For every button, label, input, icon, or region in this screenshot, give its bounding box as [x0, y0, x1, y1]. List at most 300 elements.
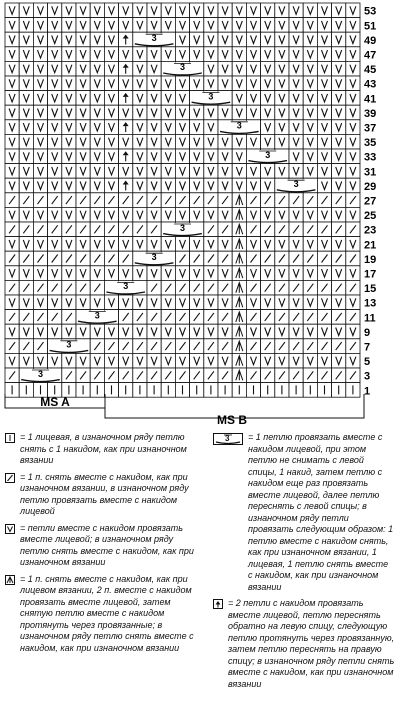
cluster-mark [134, 33, 175, 46]
chart-cell [147, 324, 161, 339]
knit-symbol-icon [5, 433, 15, 443]
chart-cell [246, 310, 260, 325]
chart-cell [346, 178, 360, 193]
chart-cell [119, 266, 133, 281]
cluster-number: 3 [151, 32, 157, 43]
chart-cell [19, 76, 33, 91]
chart-cell [261, 61, 275, 76]
chart-cell [161, 295, 175, 310]
chart-cell [33, 193, 47, 208]
chart-cell [90, 105, 104, 120]
chart-cell [261, 178, 275, 193]
chart-cell [33, 178, 47, 193]
chart-cell [246, 295, 260, 310]
chart-cell [175, 149, 189, 164]
row-number: 19 [364, 253, 377, 266]
chart-cell [19, 32, 33, 47]
chart-cell [261, 280, 275, 295]
cluster-mark [77, 310, 118, 323]
chart-cell [90, 3, 104, 18]
chart-cell [204, 368, 218, 383]
chart-cell [104, 178, 118, 193]
chart-cell [175, 324, 189, 339]
chart-cell [119, 61, 133, 76]
chart-cell [190, 3, 204, 18]
chart-cell [90, 91, 104, 106]
chart-cell [133, 207, 147, 222]
chart-cell [275, 324, 289, 339]
chart-cell [289, 76, 303, 91]
chart-cell [190, 164, 204, 179]
chart-cell [246, 178, 260, 193]
chart-cell [232, 383, 246, 398]
chart-cell [346, 251, 360, 266]
row-number: 49 [364, 34, 377, 47]
chart-cell [289, 207, 303, 222]
row-number: 17 [364, 268, 377, 281]
chart-cell [190, 280, 204, 295]
chart-cell [90, 368, 104, 383]
chart-cell [303, 149, 317, 164]
chart-cell [190, 193, 204, 208]
chart-cell [161, 266, 175, 281]
legend-item-knit [5, 432, 195, 467]
chart-cell [346, 280, 360, 295]
chart-cell [175, 193, 189, 208]
chart-cell [147, 280, 161, 295]
chart-cell [289, 18, 303, 33]
chart-cell [90, 61, 104, 76]
chart-cell [190, 149, 204, 164]
chart-cell [346, 266, 360, 281]
chart-cell [317, 18, 331, 33]
chart-cell [104, 76, 118, 91]
row-number: 7 [364, 341, 371, 354]
cluster-number: 3 [66, 339, 72, 350]
chart-cell [19, 310, 33, 325]
chart-cell [5, 237, 19, 252]
chart-cell [246, 368, 260, 383]
chart-grid [5, 3, 360, 397]
chart-cell [19, 149, 33, 164]
chart-cell [232, 32, 246, 47]
chart-cell [161, 76, 175, 91]
chart-cell [289, 149, 303, 164]
chart-cell [76, 324, 90, 339]
chart-cell [175, 280, 189, 295]
chart-cell [19, 105, 33, 120]
chart-cell [33, 310, 47, 325]
chart-cell [317, 207, 331, 222]
chart-cell [90, 18, 104, 33]
chart-cell [289, 47, 303, 62]
chart-cell [104, 237, 118, 252]
chart-cell [218, 32, 232, 47]
chart-cell [218, 310, 232, 325]
chart-cell [204, 295, 218, 310]
chart-cell [76, 251, 90, 266]
cluster-mark [276, 179, 317, 192]
chart-cell [232, 149, 246, 164]
legend-left-column [5, 432, 195, 659]
chart-cell [261, 339, 275, 354]
chart-cell [104, 193, 118, 208]
chart-cell [104, 251, 118, 266]
chart-cell [133, 237, 147, 252]
chart-cell [246, 207, 260, 222]
cluster-mark [105, 281, 146, 294]
chart-cell [147, 295, 161, 310]
chart-cell [62, 3, 76, 18]
chart-cell [119, 149, 133, 164]
chart-cell [246, 251, 260, 266]
chart-cell [303, 310, 317, 325]
chart-cell [218, 280, 232, 295]
chart-cell [119, 164, 133, 179]
chart-cell [175, 76, 189, 91]
chart-cell [346, 76, 360, 91]
chart-cell [175, 105, 189, 120]
cluster-mark [162, 62, 203, 75]
chart-cell [261, 47, 275, 62]
chart-cell [48, 193, 62, 208]
chart-cell [289, 105, 303, 120]
row-number: 53 [364, 5, 377, 18]
chart-cell [161, 178, 175, 193]
chart-cell [62, 91, 76, 106]
chart-cell [218, 3, 232, 18]
chart-cell [232, 18, 246, 33]
chart-cell [19, 193, 33, 208]
chart-cell [119, 324, 133, 339]
chart-cell [246, 32, 260, 47]
chart-cell [261, 105, 275, 120]
chart-cell [19, 324, 33, 339]
chart-cell [289, 222, 303, 237]
cluster-mark [49, 340, 90, 353]
chart-cell [204, 237, 218, 252]
chart-cell [175, 91, 189, 106]
chart-cell [19, 164, 33, 179]
chart-cell [275, 207, 289, 222]
chart-cell [261, 222, 275, 237]
chart-cell [33, 207, 47, 222]
chart-cell [62, 353, 76, 368]
chart-cell [303, 76, 317, 91]
chart-cell [218, 368, 232, 383]
chart-cell [48, 237, 62, 252]
chart-cell [161, 193, 175, 208]
chart-cell [246, 18, 260, 33]
chart-cell [204, 105, 218, 120]
chart-cell [246, 383, 260, 398]
chart-cell [133, 266, 147, 281]
chart-cell [76, 368, 90, 383]
chart-cell [147, 193, 161, 208]
double-decrease-symbol-icon [5, 575, 15, 585]
chart-cell [76, 3, 90, 18]
chart-cell [204, 324, 218, 339]
chart-cell [48, 295, 62, 310]
chart-cell [204, 266, 218, 281]
chart-cell [232, 295, 246, 310]
chart-cell [275, 61, 289, 76]
chart-cell [161, 134, 175, 149]
row-number: 5 [364, 356, 371, 369]
chart-cell [147, 91, 161, 106]
legend-knit-text: = 1 лицевая, в изнаночном ряду петлю снять с 1 накидом, как при изнаночном вязании [20, 432, 187, 465]
chart-cell [19, 266, 33, 281]
chart-cell [317, 91, 331, 106]
chart-cell [5, 3, 19, 18]
chart-cell [275, 3, 289, 18]
chart-cell [346, 120, 360, 135]
chart-cell [5, 207, 19, 222]
chart-cell [104, 91, 118, 106]
chart-cell [147, 61, 161, 76]
chart-cell [346, 18, 360, 33]
chart-cell [346, 222, 360, 237]
chart-cell [261, 353, 275, 368]
chart-cell [19, 280, 33, 295]
chart-cell [48, 207, 62, 222]
chart-cell [62, 193, 76, 208]
chart-cell [317, 193, 331, 208]
chart-cell [346, 164, 360, 179]
chart-cell [104, 383, 118, 398]
chart-cell [48, 310, 62, 325]
chart-cell [62, 76, 76, 91]
chart-cell [317, 280, 331, 295]
chart-cell [33, 295, 47, 310]
chart-cell [261, 3, 275, 18]
row-number: 9 [364, 326, 371, 339]
chart-cell [190, 339, 204, 354]
chart-cell [218, 324, 232, 339]
chart-cell [62, 368, 76, 383]
chart-cell [346, 149, 360, 164]
chart-cell [275, 76, 289, 91]
chart-cell [204, 3, 218, 18]
chart-cell [317, 149, 331, 164]
chart-cell [289, 280, 303, 295]
chart-cell [133, 193, 147, 208]
chart-cell [119, 193, 133, 208]
chart-cell [119, 295, 133, 310]
cluster-number: 3 [151, 251, 157, 262]
chart-cell [303, 105, 317, 120]
chart-cell [5, 266, 19, 281]
chart-cell [133, 149, 147, 164]
chart-cell [218, 339, 232, 354]
row-number: 23 [364, 224, 377, 237]
chart-cell [175, 18, 189, 33]
chart-cell [104, 324, 118, 339]
chart-cell [289, 295, 303, 310]
chart-cell [5, 32, 19, 47]
chart-cell [119, 310, 133, 325]
chart-cell [332, 353, 346, 368]
chart-cell [332, 295, 346, 310]
chart-cell [90, 207, 104, 222]
chart-cell [19, 18, 33, 33]
chart-cell [346, 353, 360, 368]
chart-cell [62, 32, 76, 47]
chart-cell [133, 222, 147, 237]
chart-cell [5, 134, 19, 149]
chart-cell [346, 3, 360, 18]
chart-cell [346, 134, 360, 149]
chart-cell [232, 310, 246, 325]
cluster-mark [219, 121, 260, 134]
chart-cell [19, 237, 33, 252]
v-symbol-icon [5, 524, 15, 534]
chart-cell [161, 164, 175, 179]
cluster-mark [20, 369, 61, 382]
chart-cell [5, 295, 19, 310]
chart-cell [303, 353, 317, 368]
chart-cell [232, 324, 246, 339]
chart-cell [261, 18, 275, 33]
chart-cell [218, 18, 232, 33]
chart-cell [246, 266, 260, 281]
chart-cell [48, 353, 62, 368]
chart-cell [317, 237, 331, 252]
chart-cell [303, 383, 317, 398]
chart-cell [204, 149, 218, 164]
chart-cell [33, 149, 47, 164]
chart-cell [161, 237, 175, 252]
legend-item-slash [5, 472, 195, 518]
chart-cell [33, 120, 47, 135]
chart-cell [76, 383, 90, 398]
chart-cell [62, 266, 76, 281]
chart-cell [303, 3, 317, 18]
chart-cell [62, 178, 76, 193]
chart-cell [303, 47, 317, 62]
chart-cell [332, 222, 346, 237]
chart-cell [175, 383, 189, 398]
chart-cell [190, 295, 204, 310]
chart-cell [204, 222, 218, 237]
chart-cell [190, 105, 204, 120]
chart-cell [332, 120, 346, 135]
chart-cell [90, 193, 104, 208]
chart-cell [332, 164, 346, 179]
chart-cell [332, 76, 346, 91]
chart-cell [76, 18, 90, 33]
chart-cell [48, 251, 62, 266]
chart-cell [218, 178, 232, 193]
row-number-labels [364, 6, 376, 398]
chart-cell [48, 47, 62, 62]
chart-cell [48, 3, 62, 18]
chart-cell [204, 32, 218, 47]
chart-cell [246, 105, 260, 120]
chart-cell [48, 76, 62, 91]
chart-cell [90, 164, 104, 179]
chart-cell [104, 134, 118, 149]
chart-cell [33, 266, 47, 281]
chart-cell [289, 193, 303, 208]
row-number: 35 [364, 137, 377, 150]
chart-cell [48, 120, 62, 135]
chart-cell [62, 105, 76, 120]
chart-cell [147, 237, 161, 252]
chart-cell [303, 91, 317, 106]
chart-cell [5, 222, 19, 237]
chart-cell [5, 193, 19, 208]
chart-cell [90, 339, 104, 354]
chart-cell [289, 134, 303, 149]
chart-cell [232, 353, 246, 368]
chart-cell [5, 164, 19, 179]
chart-cell [289, 91, 303, 106]
chart-cell [332, 280, 346, 295]
chart-cell [317, 353, 331, 368]
chart-cell [161, 310, 175, 325]
chart-cell [33, 222, 47, 237]
chart-cell [5, 353, 19, 368]
chart-cell [76, 295, 90, 310]
chart-cell [246, 193, 260, 208]
chart-cell [133, 61, 147, 76]
chart-cell [303, 251, 317, 266]
chart-cell [275, 47, 289, 62]
chart-cell [246, 164, 260, 179]
chart-cell [332, 3, 346, 18]
chart-cell [332, 207, 346, 222]
chart-cell [303, 134, 317, 149]
chart-cell [62, 18, 76, 33]
chart-cell [232, 222, 246, 237]
chart-cell [261, 134, 275, 149]
chart-cell [5, 105, 19, 120]
chart-cell [133, 134, 147, 149]
chart-cell [303, 237, 317, 252]
chart-cell [246, 47, 260, 62]
chart-cell [232, 368, 246, 383]
chart-cell [190, 134, 204, 149]
chart-cell [275, 251, 289, 266]
chart-cell [346, 61, 360, 76]
chart-cell [261, 251, 275, 266]
chart-cell [317, 61, 331, 76]
chart-cell [218, 164, 232, 179]
chart-cell [48, 91, 62, 106]
chart-cell [33, 76, 47, 91]
chart-cell [19, 222, 33, 237]
chart-cell [104, 353, 118, 368]
chart-cell [19, 339, 33, 354]
chart-cell [104, 149, 118, 164]
chart-cell [218, 207, 232, 222]
chart-cell [5, 280, 19, 295]
chart-cell [232, 91, 246, 106]
chart-cell [76, 32, 90, 47]
chart-cell [147, 149, 161, 164]
chart-cell [289, 32, 303, 47]
chart-cell [275, 295, 289, 310]
chart-cell [104, 32, 118, 47]
chart-cell [62, 295, 76, 310]
chart-cell [161, 3, 175, 18]
chart-cell [161, 368, 175, 383]
chart-cell [5, 149, 19, 164]
chart-cell [232, 237, 246, 252]
chart-cell [33, 353, 47, 368]
row-number: 39 [364, 107, 377, 120]
